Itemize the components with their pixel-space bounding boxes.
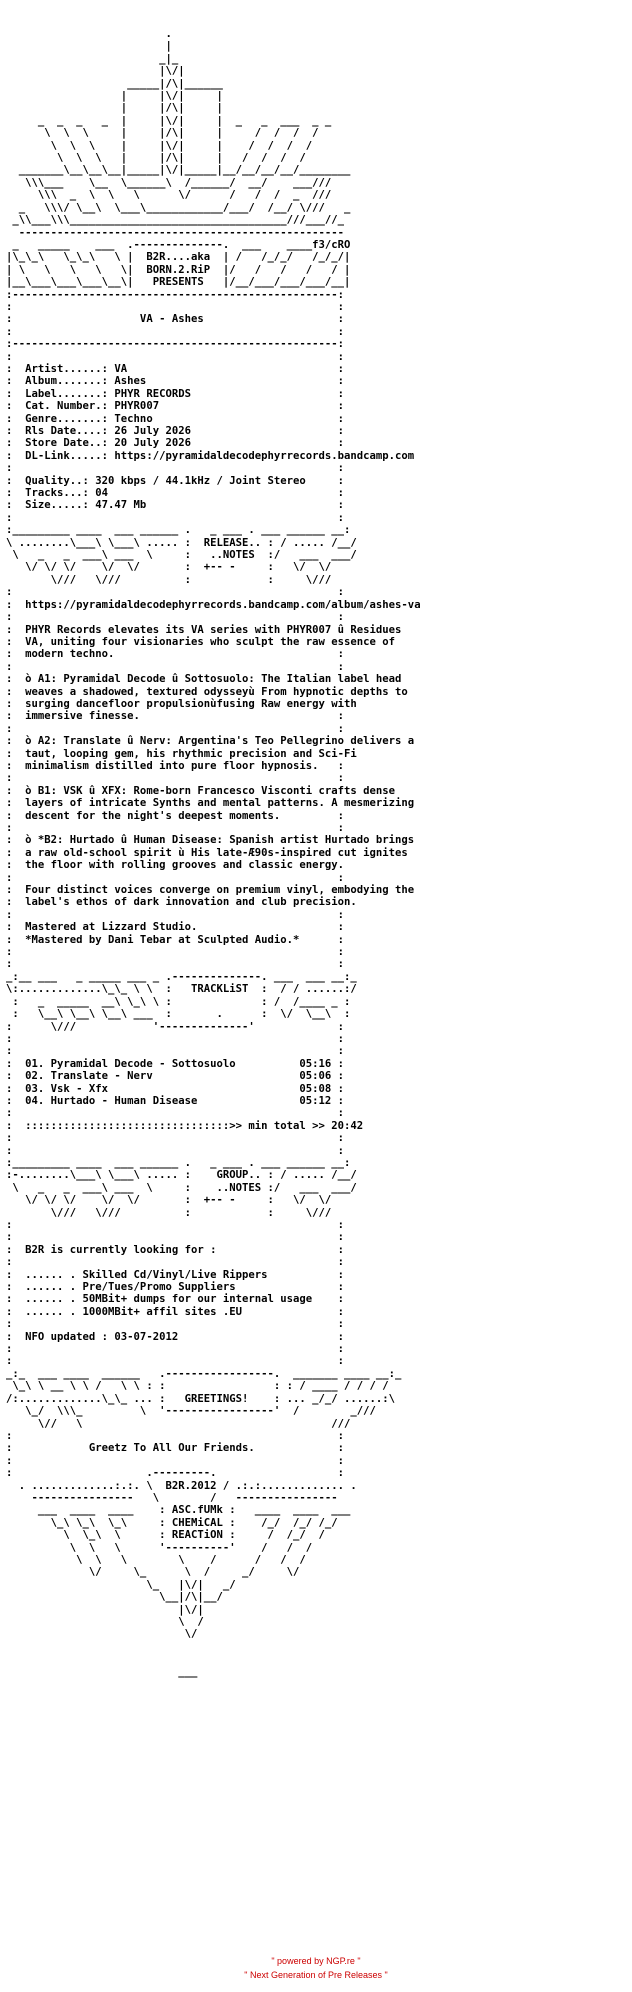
nfo-art-text: . | _|_ |\/| _____|/\|______ | |\/| | | |/\| | _ _ _ _ | |\/| | _ _ ___ _ _ \ \ \ | |/\| | / / / / \ \ \ | |\/| | / / / / \ \ \ | |/\| | / / / / _______\__\__\__|_____|\/|_____|__/__/__/__/________ \\\___ \__ \______\ /______/ __/ ___/// \\\ _ \ \ \ \/ / / / _ /// _ \\\/ \__\ \___\____________/___/ /__/ \/// _ _\\___\\\__________________________________///___//_ --------------------------------------------------- _ _____ ___ .--------------. ___ ____f3/cRO |\_\_\ \_\_\ \ | B2R....aka | / /_/_/ /_/_/| | \ \ \ \ \| BORN.2.RiP |/ / / / / | |__\___\___\___\__\| PRESENTS |/__/___/___/___/__| :---------------------------------------------------: : : : VA - Ashes : : : :---------------------------------------------------: : : : Artist......: VA : : Album.......: Ashes : : Label.......: PHYR RECORDS : : Cat. Number.: PHYR007 : : Genre.......: Techno : : Rls Date....: 26 July 2026 : : Store Date..: 20 July 2026 : : DL-Link.....: https://pyramidaldecodephyrrecords.bandcamp.com : : : Quality..: 320 kbps / 44.1kHz / Joint Stereo : : Tracks...: 04 : : Size.....: 47.47 Mb : : : :_________ ____ ___ ______ . _ ___ . ___ ______ __: \ ........\___\ \___\ ..... : RELEASE.. : / ..... /__/ \ _ _ ___\ ___ \ : ..NOTES :/ ___ ___/ \/ \/ \/ \/ \/ : +-- - : \/ \/ \/// \/// : : \/// : : : https://pyramidaldecodephyrrecords.bandcamp.com/album/ashes-va : : : PHYR Records elevates its VA series with PHYR007 û Residues : VA, uniting four visionaries who sculpt the raw essence of : modern techno. : : : : ò A1: Pyramidal Decode û Sottosuolo: The Italian label head : weaves a shadowed, textured odysseyù From hypnotic depths to : surging dancefloor propulsionùfusing Raw energy with : immersive finesse. : : : : ò A2: Translate û Nerv: Argentina's Teo Pellegrino delivers a : taut, looping gem, his rhythmic precision and Sci-Fi : minimalism distilled into pure floor hypnosis. : : : : ò B1: VSK û XFX: Rome-born Francesco Visconti crafts dense : layers of intricate Synths and mental patterns. A mesmerizing : descent for the night's deepest moments. : : : : ò *B2: Hurtado û Human Disease: Spanish artist Hurtado brings : a raw old-school spirit ù His late-Æ90s-inspired cut ignites : the floor with rolling grooves and classic energy. : : : Four distinct voices converge on premium vinyl, embodying the : label's ethos of dark innovation and club precision. : : : Mastered at Lizzard Studio. : : *Mastered by Dani Tebar at Sculpted Audio.* : : : : : _:__ ___ _ _____ ___ _ .--------------. ___ ___ __:_ \:.............\_\_ \ \ : TRACKLiST : / / ......:/ : _ _____ __\ \_\ \ : : / /____ _ : : \__\ \__\ \__\ ___ : . : \/ \__\ : : \/// '--------------' : : : : : : 01. Pyramidal Decode - Sottosuolo 05:16 : : 02. Translate - Nerv 05:06 : : 03. Vsk - Xfx 05:08 : : 04. Hurtado - Human Disease 05:12 : : : : ::::::::::::::::::::::::::::::::>> min total >> 20:42 : : : : :_________ ____ ___ ______ . _ ___ . ___ ______ __: :-........\___\ \___\ ..... : GROUP.. : / ..... /__/ \ _ _ ___\ ___ \ : ..NOTES :/ ___ ___/ \/ \/ \/ \/ \/ : +-- - : \/ \/ \/// \/// : : \/// : : : : : B2R is currently looking for : : : : : ...... . Skilled Cd/Vinyl/Live Rippers : : ...... . Pre/Tues/Promo Suppliers : : ...... . 50MBit+ dumps for our internal usage : : ...... . 1000MBit+ affil sites .EU : : : : NFO updated : 03-07-2012 : : : : : _:_ ___ ____ ______ .-----------------. _______ ____ __:_ \_\ \ __ \ \ / \ \ : : : : / ____ / / / / /:.............\_\_ ... : GREETINGS! : ... _/_/ ......:\ \_/ \\\_ \ '-----------------' / _/// \// \ /// : : : Greetz To All Our Friends. : : : : .---------. : . .............:.:. \ B2R.2012 / .:.:............. . ---------------- \ / ---------------- ___ ____ ____ : ASC.fUMk : ____ ____ ___ \_\ \_\ \_\ : CHEMiCAL : /_/ /_/ /_/ \ \_\ \ : REACTiON : / /_/ / \ \ \ '----------' / / / \ \ \ \ / / / / \/ \_ \ / _/ \/ \_ |\/| _/ \__|/\|__/ |\/| \ / \/ ___	[6, 28, 421, 1678]
footer-powered-by: " powered by NGP.re "	[271, 1956, 361, 1966]
footer-tagline: " Next Generation of Pre Releases "	[244, 1970, 388, 1980]
